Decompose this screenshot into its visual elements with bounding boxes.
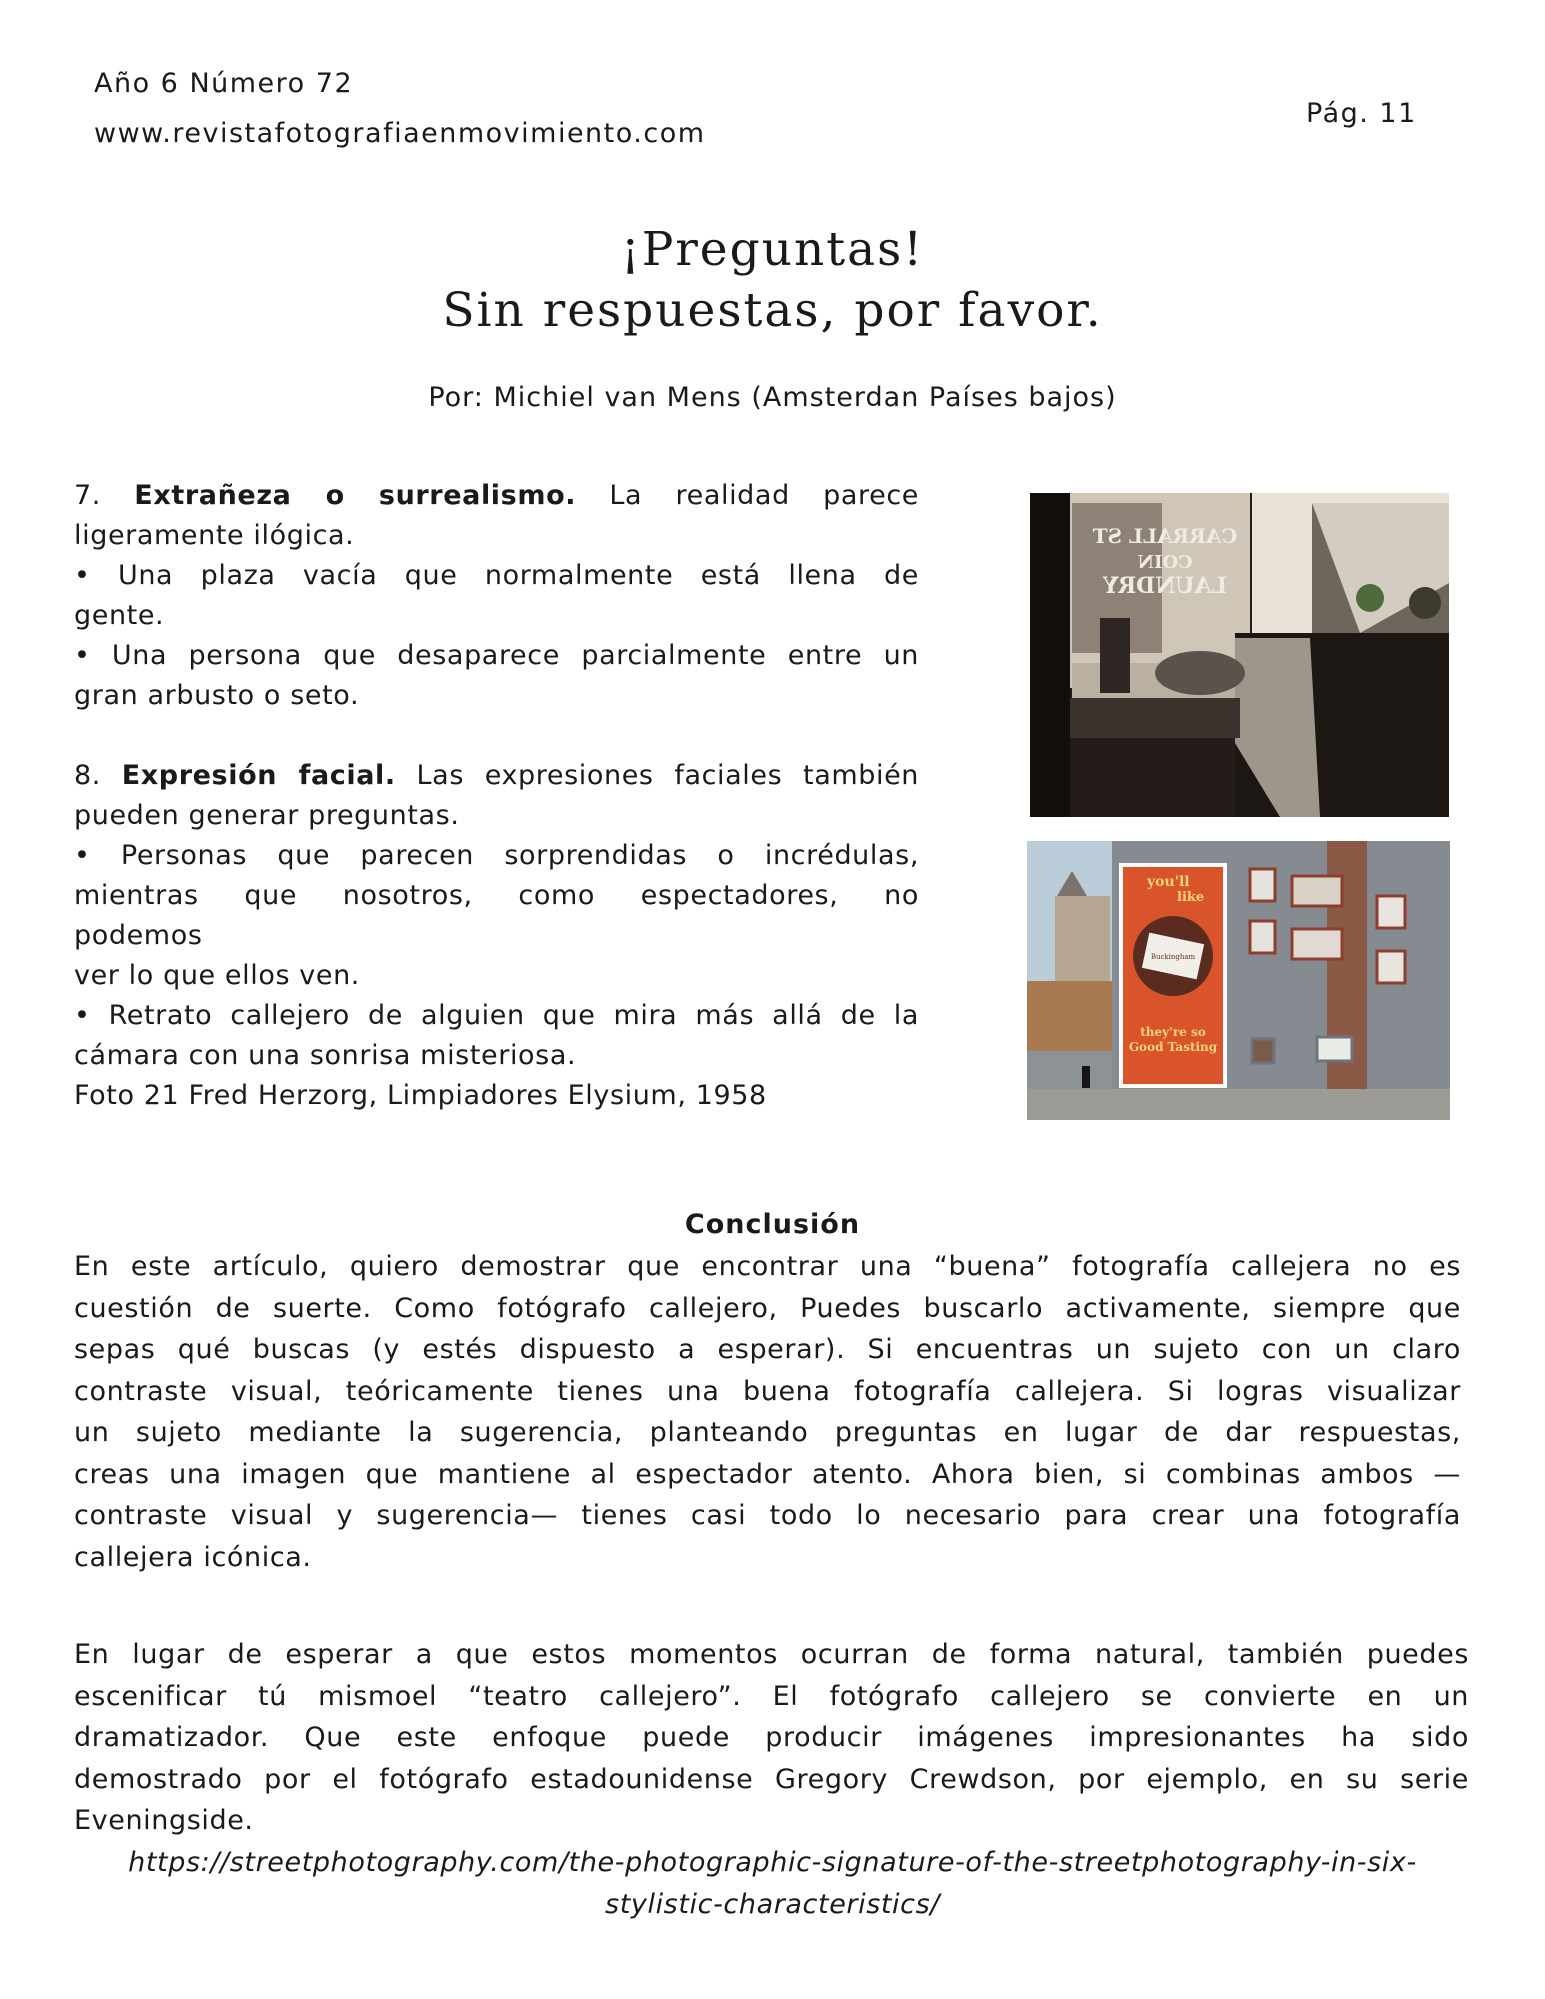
text-line: cámara con una sonrisa misteriosa. [74,1040,577,1071]
sign-text: COIN [1137,552,1193,573]
text-line: ver lo que ellos ven. [74,960,360,991]
text-line: contraste visual, teóricamente tienes una buena fotografía callejera. Si logras visualizar [74,1375,1461,1407]
issue-number: Año 6 Número 72 [94,68,354,99]
section-number: 8. [74,760,101,791]
left-column-text [74,476,919,1116]
source-url-line-2[interactable]: stylistic-characteristics/ [605,1889,940,1920]
conclusion-paragraph-1 [74,1246,1461,1578]
ad-text: you'll [1147,874,1190,890]
text-line: mientras que nosotros, como espectadores, no [74,880,919,911]
bullet-line: • Personas que parecen sorprendidas o incrédulas, [74,840,919,871]
text-line: cuestión de suerte. Como fotógrafo callejero, Puedes buscarlo activamente, siempre que [74,1292,1461,1324]
text-line: contraste visual y sugerencia— tienes casi todo lo necesario para crear una fotografía [74,1500,1461,1531]
ad-text: Buckingham [1150,953,1196,961]
conclusion-paragraph-2 [74,1634,1469,1842]
section-heading: Expresión facial. [121,760,396,791]
text-line: podemos [74,920,203,951]
ad-text: they're so [1140,1025,1206,1039]
text-line: gran arbusto o seto. [74,680,360,711]
section-number: 7. [74,480,101,511]
text-line: En este artículo, quiero demostrar que encontrar una “buena” fotografía callejera no es [74,1251,1461,1282]
text-line: callejera icónica. [74,1541,312,1573]
photo-buckingham-building [1027,841,1450,1120]
text-line: La realidad parece [576,480,919,511]
text-line: En lugar de esperar a que estos momentos ocurran de forma natural, también puedes [74,1639,1469,1670]
text-line: dramatizador. Que este enfoque puede producir imágenes impresionantes ha sido [74,1722,1469,1753]
text-line: Las expresiones faciales también [395,760,919,791]
title-line-1: ¡Preguntas! [620,222,925,277]
text-line: sepas qué buscas (y estés dispuesto a esperar). Si encuentras un sujeto con un claro [74,1334,1461,1365]
sign-text: LAUNDRY [1102,573,1228,599]
section-7-heading-line [74,476,919,516]
conclusion-heading: Conclusión [684,1209,861,1240]
text-line: demostrado por el fotógrafo estadounidense Gregory Crewdson, por ejemplo, en su serie [74,1763,1469,1795]
text-line: gente. [74,600,165,631]
page-number: Pág. 11 [1306,98,1417,129]
photo-caption: Foto 21 Fred Herzorg, Limpiadores Elysium, 1958 [74,1080,767,1111]
bullet-line: • Retrato callejero de alguien que mira más allá de la [74,1000,919,1031]
section-heading: Extrañeza o surrealismo. [134,480,577,511]
bullet-line: • Una plaza vacía que normalmente está llena de [74,560,919,591]
source-url-line-1[interactable]: https://streetphotography.com/the-photographic-signature-of-the-streetphotography-in-six- [128,1847,1417,1878]
photo-laundry-window [1030,493,1449,817]
section-8-heading-line [74,756,919,796]
bullet-line: • Una persona que desaparece parcialmente entre un [74,640,919,671]
text-line: pueden generar preguntas. [74,800,460,831]
text-line: escenificar tú mismoel “teatro callejero”. El fotógrafo callejero se convierte en un [74,1680,1469,1712]
title-line-2: Sin respuestas, por favor. [442,283,1103,338]
author-byline: Por: Michiel van Mens (Amsterdan Países bajos) [428,382,1117,413]
text-line: ligeramente ilógica. [74,520,355,551]
text-line: un sujeto mediante la sugerencia, planteando preguntas en lugar de dar respuestas, [74,1417,1461,1448]
ad-text: like [1177,890,1205,905]
text-line: Eveningside. [74,1805,254,1836]
sign-text: CARRALL ST [1092,524,1238,548]
ad-text: Good Tasting [1128,1040,1218,1054]
website-link[interactable]: www.revistafotografiaenmovimiento.com [94,118,706,149]
text-line: creas una imagen que mantiene al espectador atento. Ahora bien, si combinas ambos — [74,1458,1461,1490]
